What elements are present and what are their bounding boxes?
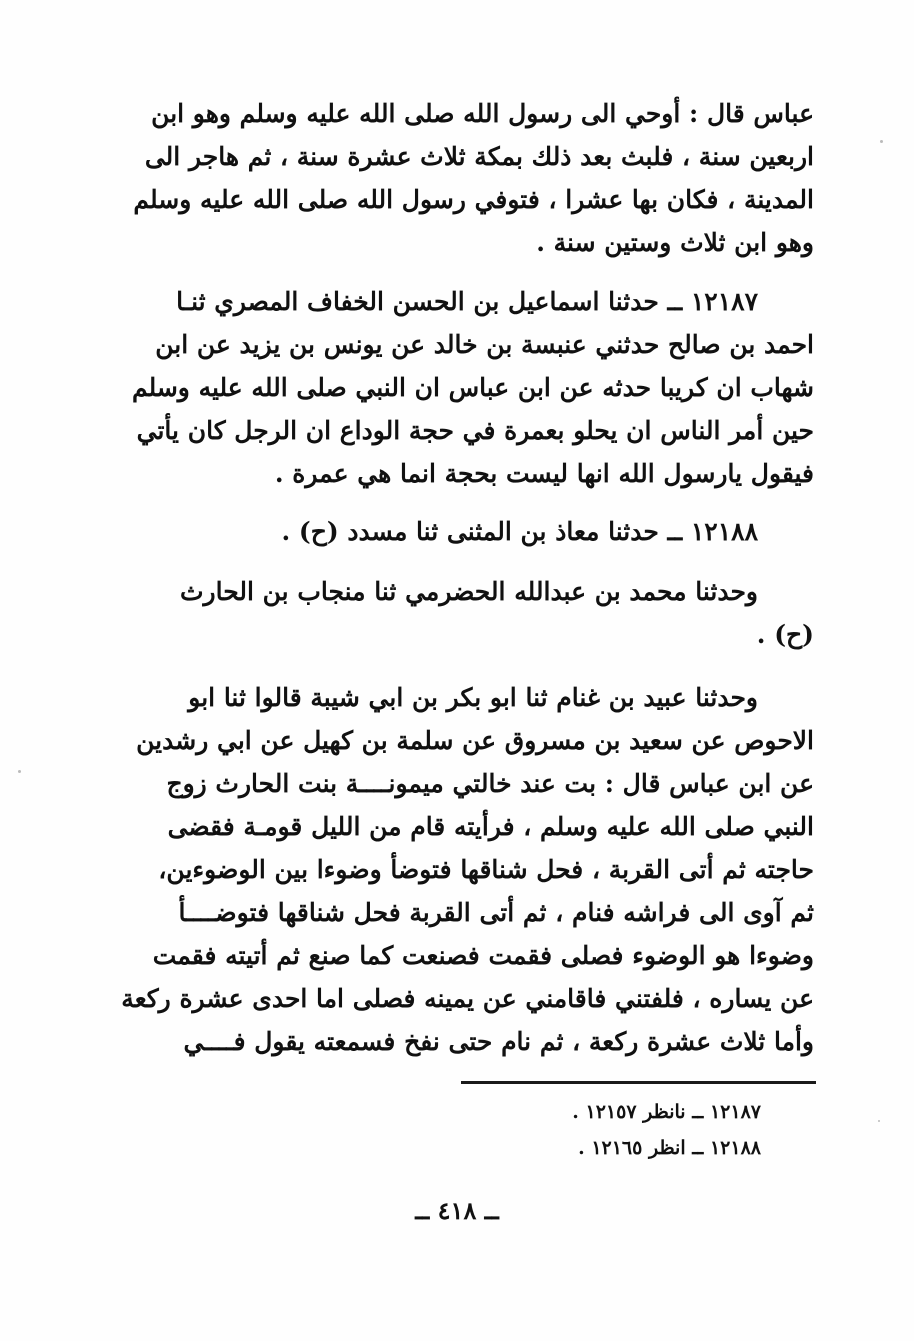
- text-line: (ح) .: [756, 620, 814, 649]
- paragraph-hadith-12188: [104, 510, 814, 553]
- footnote-divider: [461, 1081, 816, 1084]
- text-line: عباس قال : أوحي الى رسول الله صلى الله عليه وسلم وهو ابن: [151, 99, 814, 128]
- paragraph-chain-3: [104, 676, 814, 1063]
- text-line: فيقول يارسول الله انها ليست بحجة انما هي عمرة .: [274, 459, 814, 488]
- page-number: ــ ٤١٨ ــ: [415, 1196, 499, 1225]
- text-line: حاجته ثم أتى القربة ، فحل شناقها فتوضأ وضوءا بين الوضوءين،: [158, 855, 814, 884]
- scan-speck: [18, 770, 21, 773]
- scan-speck: [878, 1120, 880, 1122]
- text-line: المدينة ، فكان بها عشرا ، فتوفي رسول الله صلى الله عليه وسلم: [133, 185, 814, 214]
- text-line: ١٢١٨٧ ــ حدثنا اسماعيل بن الحسن الخفاف المصري ثنـا: [176, 287, 758, 316]
- footnote-12187: ١٢١٨٧ ــ نانظر ١٢١٥٧ .: [572, 1101, 761, 1123]
- text-line: الاحوص عن سعيد بن مسروق عن سلمة بن كهيل عن ابي رشدين: [136, 726, 814, 755]
- paragraph-chain-2: [104, 570, 814, 656]
- scan-speck: [880, 140, 883, 143]
- paragraph-hadith-continuation: [104, 92, 814, 264]
- text-line: وحدثنا عبيد بن غنام ثنا ابو بكر بن ابي شيبة قالوا ثنا ابو: [188, 683, 758, 712]
- footnote-12188: ١٢١٨٨ ــ انظر ١٢١٦٥ .: [578, 1137, 761, 1159]
- text-line: وحدثنا محمد بن عبدالله الحضرمي ثنا منجاب بن الحارث: [180, 577, 758, 606]
- text-line: احمد بن صالح حدثني عنبسة بن خالد عن يونس بن يزيد عن ابن: [155, 330, 814, 359]
- paragraph-hadith-12187: [104, 280, 814, 495]
- text-line: عن ابن عباس قال : بت عند خالتي ميمونــــة بنت الحارث زوج: [166, 769, 814, 798]
- text-line: حين أمر الناس ان يحلو بعمرة في حجة الوداع ان الرجل كان يأتي: [136, 416, 814, 445]
- text-line: وهو ابن ثلاث وستين سنة .: [536, 228, 814, 257]
- text-line: وأما ثلاث عشرة ركعة ، ثم نام حتى نفخ فسمعته يقول فــــي: [183, 1027, 814, 1056]
- text-line: شهاب ان كريبا حدثه عن ابن عباس ان النبي صلى الله عليه وسلم: [131, 373, 814, 402]
- text-line: عن يساره ، فلفتني فاقامني عن يمينه فصلى اما احدى عشرة ركعة: [121, 984, 814, 1013]
- footnotes: [461, 1094, 761, 1166]
- text-line: ١٢١٨٨ ــ حدثنا معاذ بن المثنى ثنا مسدد (ح) .: [281, 517, 758, 546]
- text-line: النبي صلى الله عليه وسلم ، فرأيته قام من الليل قومـة فقضى: [167, 812, 814, 841]
- text-line: اربعين سنة ، فلبث بعد ذلك بمكة ثلاث عشرة سنة ، ثم هاجر الى: [144, 142, 814, 171]
- text-line: ثم آوى الى فراشه فنام ، ثم أتى القربة فحل شناقها فتوضــــأ: [178, 898, 814, 927]
- text-line: وضوءا هو الوضوء فصلى فقمت فصنعت كما صنع ثم أتيته فقمت: [152, 941, 814, 970]
